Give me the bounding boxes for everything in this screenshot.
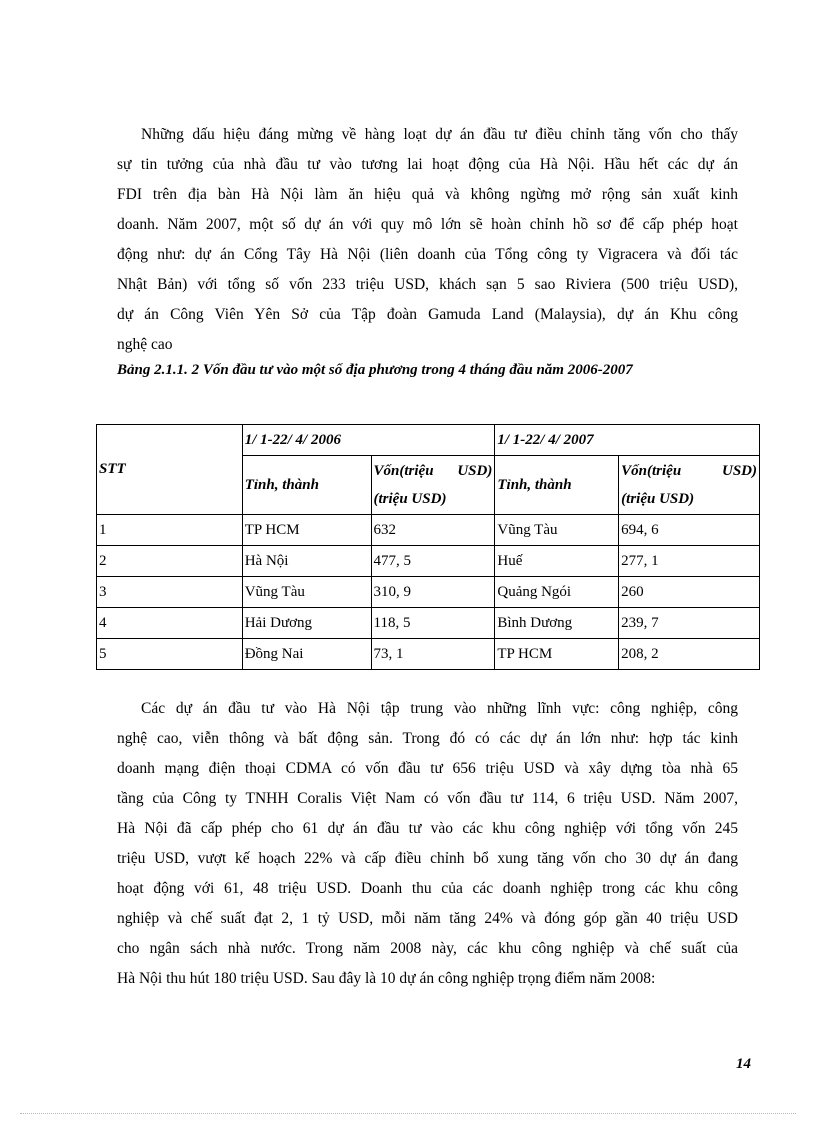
paragraph-2-line: triệu USD, vượt kế hoạch 22% và cấp điều chỉnh bổ xung tăng vốn cho 30 dự án đang [117,850,738,867]
province-2007-cell: Huế [495,546,619,577]
table-row [97,639,760,670]
paragraph-2 [117,694,738,994]
table-row [97,515,760,546]
province-2006-cell: Vũng Tàu [242,577,371,608]
capital-2007-cell: 694, 6 [619,515,760,546]
capital-header-line2: (triệu USD) [373,491,447,507]
paragraph-2-line: cho ngân sách nhà nước. Trong năm 2008 này, các khu công nghiệp và chế suất của [117,940,738,957]
page-number: 14 [736,1056,751,1072]
table-row [97,546,760,577]
table-caption: Bảng 2.1.1. 2 Vốn đầu tư vào một số địa phương trong 4 tháng đầu năm 2006-2007 [117,362,633,378]
paragraph-1-line: nghệ cao [117,336,173,353]
stt-cell: 4 [97,608,243,639]
capital-2007-cell: 239, 7 [619,608,760,639]
paragraph-1-line: Nhật Bản) với tổng số vốn 233 triệu USD, khách sạn 5 sao Riviera (500 triệu USD), [117,276,738,293]
paragraph-2-line: hoạt động với 61, 48 triệu USD. Doanh thu của các doanh nghiệp trong các khu công [117,880,738,897]
paragraph-2-line: doanh mạng điện thoại CDMA có vốn đầu tư 656 triệu USD và xây dựng tòa nhà 65 [117,760,738,777]
capital-header-2007 [619,456,760,515]
paragraph-1-line: động như: dự án Cổng Tây Hà Nội (liên doanh của Tổng công ty Vigracera và đối tác [117,246,738,263]
capital-2006-cell: 73, 1 [371,639,495,670]
paragraph-2-line: Các dự án đầu tư vào Hà Nội tập trung vào những lĩnh vực: công nghiệp, công [141,700,738,717]
province-2006-cell: Đồng Nai [242,639,371,670]
paragraph-1-line: Những dấu hiệu đáng mừng về hàng loạt dự án đầu tư điều chỉnh tăng vốn cho thấy [141,126,738,143]
paragraph-2-line: tầng của Công ty TNHH Coralis Việt Nam có vốn đầu tư 114, 6 triệu USD. Năm 2007, [117,790,738,807]
capital-2006-cell: 310, 9 [371,577,495,608]
table-row [97,577,760,608]
capital-header-2006 [371,456,495,515]
table-header-row [97,425,760,456]
capital-2006-cell: 632 [371,515,495,546]
paragraph-1-line: FDI trên địa bàn Hà Nội làm ăn hiệu quả và không ngừng mở rộng sản xuất kinh [117,186,738,203]
period-2006-header: 1/ 1-22/ 4/ 2006 [242,425,495,456]
capital-2007-cell: 208, 2 [619,639,760,670]
paragraph-2-line: nghiệp và chế suất đạt 2, 1 tỷ USD, mỗi năm tăng 24% và đóng góp gần 40 triệu USD [117,910,738,927]
paragraph-2-line: Hà Nội đã cấp phép cho 61 dự án đầu tư vào các khu công nghiệp với tổng vốn 245 [117,820,738,837]
period-2007-header: 1/ 1-22/ 4/ 2007 [495,425,760,456]
paragraph-1-line: sự tin tưởng của nhà đầu tư vào tương lai hoạt động của Hà Nội. Hầu hết các dự án [117,156,738,173]
capital-header-line2: (triệu USD) [621,491,695,507]
paragraph-1-line: doanh. Năm 2007, một số dự án với quy mô lớn sẽ hoàn chỉnh hồ sơ để cấp phép hoạt [117,216,738,233]
province-2007-cell: TP HCM [495,639,619,670]
province-2006-cell: TP HCM [242,515,371,546]
province-header-2006: Tỉnh, thành [242,456,371,515]
province-2007-cell: Bình Dương [495,608,619,639]
province-2007-cell: Quảng Ngói [495,577,619,608]
paragraph-1-line: dự án Công Viên Yên Sở của Tập đoàn Gamuda Land (Malaysia), dự án Khu công [117,306,738,323]
capital-header-line1: Vốn(triệu USD) [373,463,493,479]
table-row [97,608,760,639]
stt-cell: 5 [97,639,243,670]
stt-cell: 1 [97,515,243,546]
province-2006-cell: Hà Nội [242,546,371,577]
province-2006-cell: Hải Dương [242,608,371,639]
capital-2007-cell: 260 [619,577,760,608]
investment-table [96,424,760,670]
stt-cell: 3 [97,577,243,608]
province-header-2007: Tỉnh, thành [495,456,619,515]
capital-2007-cell: 277, 1 [619,546,760,577]
paragraph-1 [117,120,738,360]
province-2007-cell: Vũng Tàu [495,515,619,546]
capital-2006-cell: 477, 5 [371,546,495,577]
paragraph-2-line: nghệ cao, viễn thông và bất động sản. Trong đó có các dự án lớn như: hợp tác kinh [117,730,738,747]
capital-header-line1: Vốn(triệu USD) [621,463,757,479]
page-bottom-divider [20,1113,796,1114]
capital-2006-cell: 118, 5 [371,608,495,639]
stt-cell: 2 [97,546,243,577]
stt-header: STT [97,425,243,515]
paragraph-2-line: Hà Nội thu hút 180 triệu USD. Sau đây là 10 dự án công nghiệp trọng điểm năm 2008: [117,970,656,987]
